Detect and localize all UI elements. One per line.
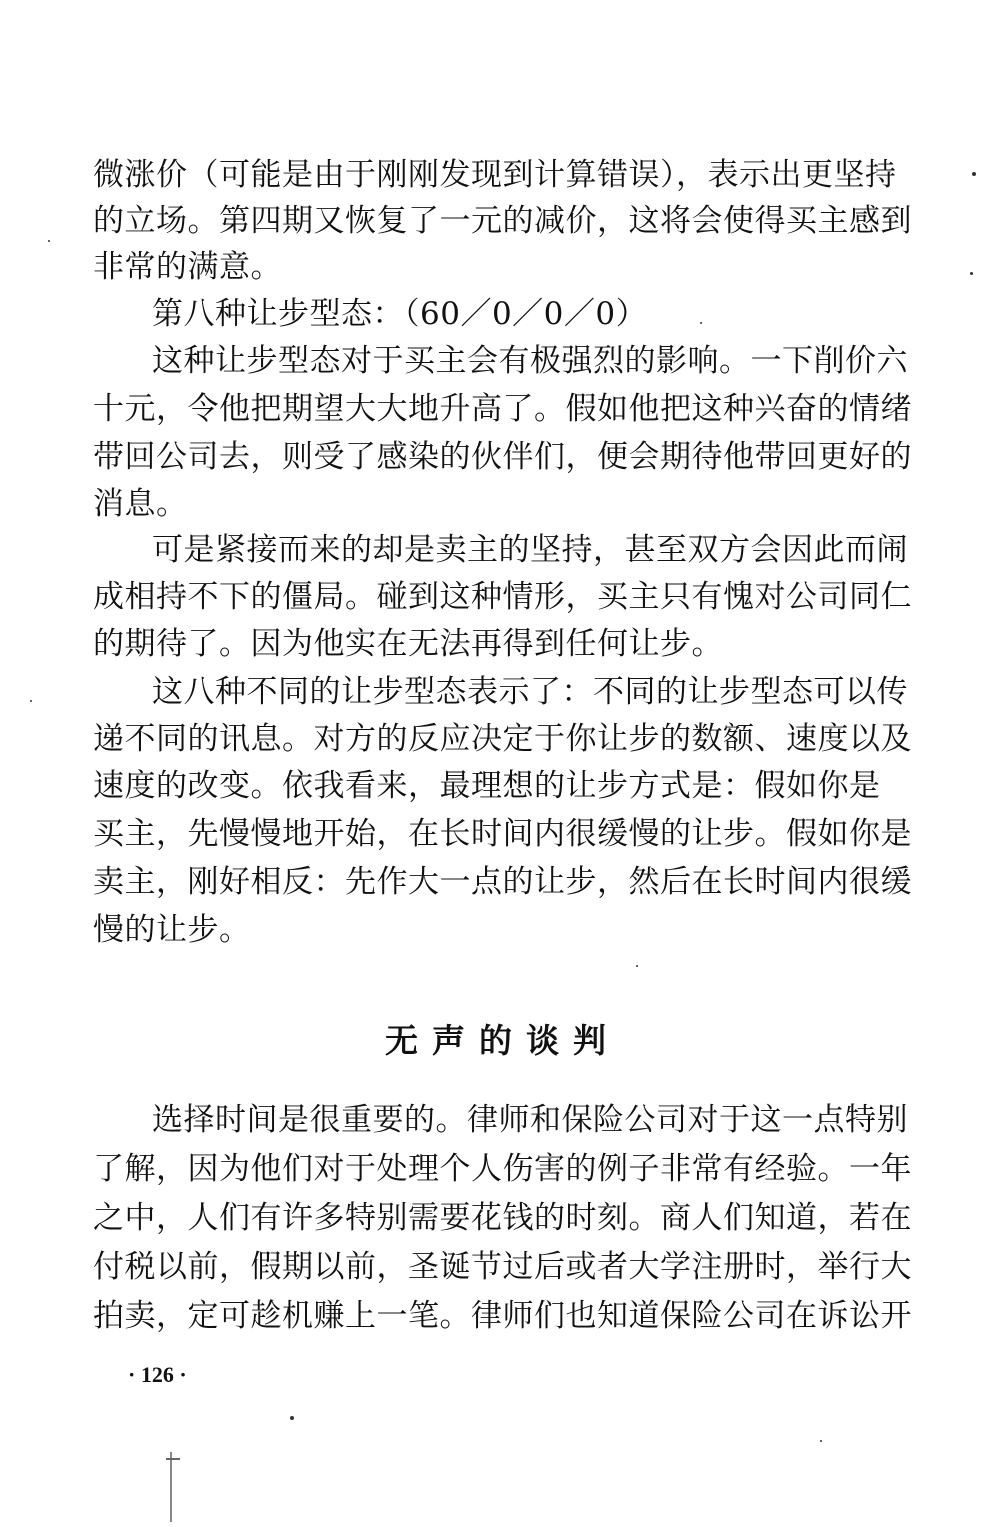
text-line: 选择时间是很重要的。律师和保险公司对于这一点特别 (152, 1102, 908, 1138)
scan-speck (820, 1440, 822, 1442)
text-line: 的期待了。因为他实在无法再得到任何让步。 (93, 626, 723, 662)
text-line: 微涨价（可能是由于刚刚发现到计算错误），表示出更坚持 (93, 157, 897, 193)
scan-speck (636, 965, 638, 967)
page-number: · 126 · (128, 1362, 187, 1387)
scan-speck (972, 172, 976, 176)
text-line: 速度的改变。依我看来，最理想的让步方式是：假如你是 (93, 768, 881, 804)
text-line: 成相持不下的僵局。碰到这种情形，买主只有愧对公司同仁 (93, 579, 912, 615)
text-line: 付税以前，假期以前，圣诞节过后或者大学注册时，举行大 (93, 1249, 912, 1285)
scan-speck (30, 700, 32, 702)
text-line: 之中，人们有许多特别需要花钱的时刻。商人们知道，若在 (93, 1200, 912, 1236)
text-line: 了解，因为他们对于处理个人伤害的例子非常有经验。一年 (93, 1151, 912, 1187)
text-line: 的立场。第四期又恢复了一元的减价，这将会使得买主感到 (93, 203, 912, 239)
text-line: 带回公司去，则受了感染的伙伴们，便会期待他带回更好的 (93, 439, 912, 475)
section-heading: 无声的谈判 (385, 1021, 620, 1060)
text-line: 消息。 (93, 486, 188, 522)
scan-speck (700, 322, 702, 324)
text-line: 递不同的讯息。对方的反应决定于你让步的数额、速度以及 (93, 721, 912, 757)
scan-speck (290, 1416, 294, 1420)
text-line: 非常的满意。 (93, 249, 282, 285)
text-line: 这八种不同的让步型态表示了：不同的让步型态可以传 (152, 674, 908, 710)
text-line: 可是紧接而来的却是卖主的坚持，甚至双方会因此而闹 (152, 532, 908, 568)
scan-speck (48, 240, 50, 242)
text-line: 拍卖，定可趁机赚上一笔。律师们也知道保险公司在诉讼开 (93, 1298, 912, 1334)
text-line: 慢的让步。 (93, 912, 251, 948)
text-line: 十元，令他把期望大大地升高了。假如他把这种兴奋的情绪 (93, 391, 912, 427)
scan-edge-tick (166, 1458, 180, 1460)
scan-edge-mark (170, 1452, 172, 1522)
text-line: 这种让步型态对于买主会有极强烈的影响。一下削价六 (152, 343, 908, 379)
text-line: 卖主，刚好相反：先作大一点的让步，然后在长时间内很缓 (93, 864, 912, 900)
text-line: 买主，先慢慢地开始，在长时间内很缓慢的让步。假如你是 (93, 816, 912, 852)
concession-type-label: 第八种让步型态：（60／0／0／0） (152, 296, 648, 332)
scan-speck (970, 272, 973, 275)
